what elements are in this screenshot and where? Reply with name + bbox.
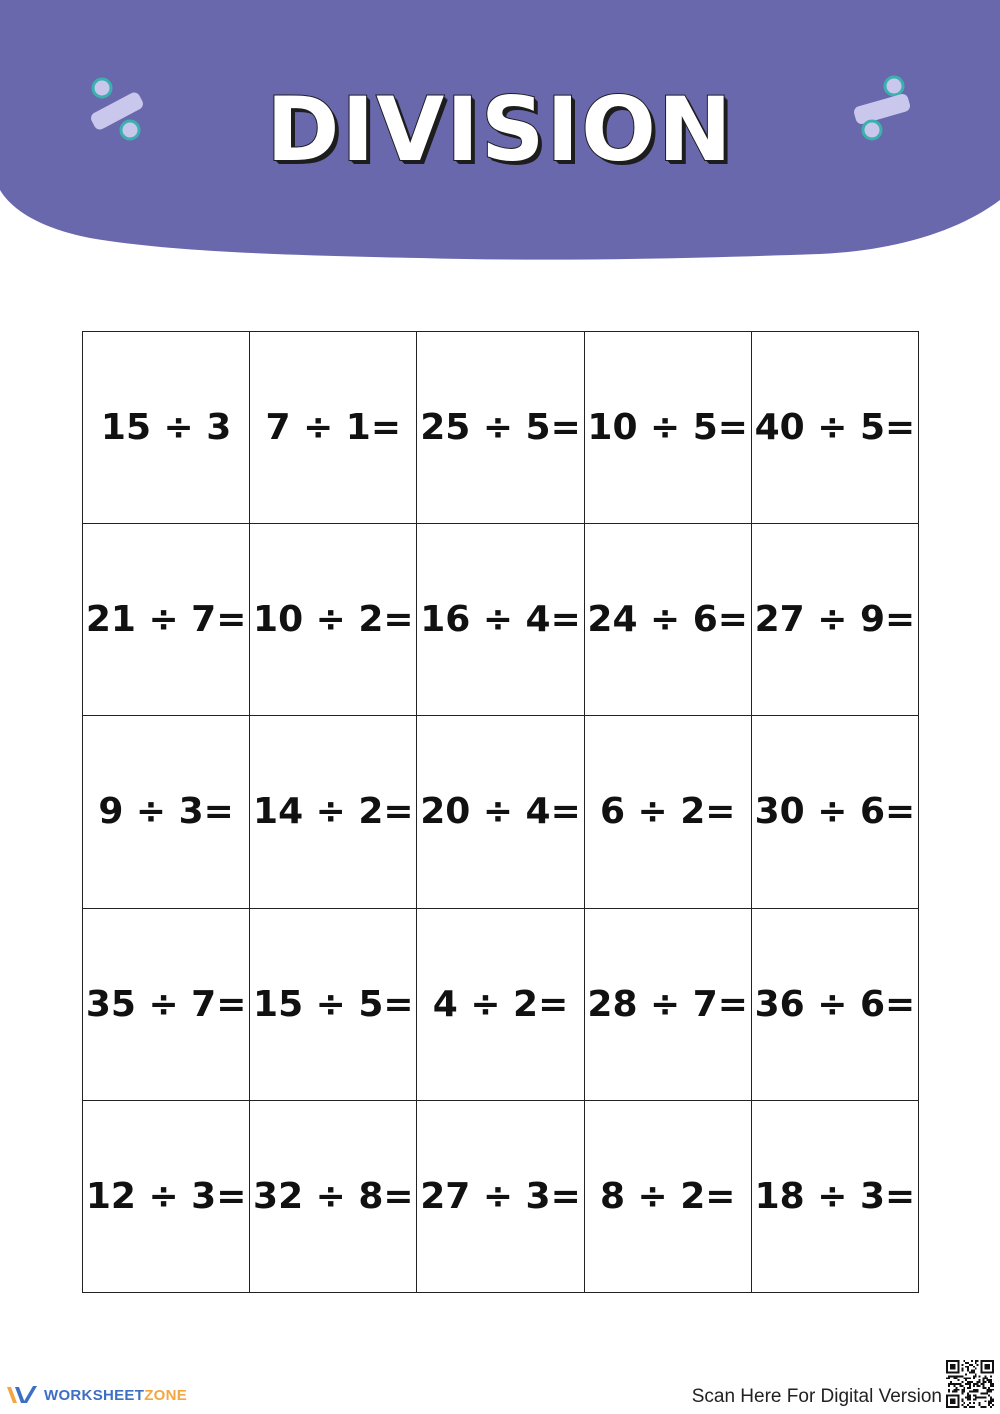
problem-cell: 15 ÷ 5= (250, 909, 417, 1101)
problem-cell: 27 ÷ 3= (417, 1101, 584, 1293)
problem-cell: 36 ÷ 6= (752, 909, 919, 1101)
brand-main: WORKSHEET (44, 1386, 145, 1404)
brand-logo (6, 1384, 187, 1406)
problem-cell: 20 ÷ 4= (417, 716, 584, 908)
problem-cell: 16 ÷ 4= (417, 524, 584, 716)
problem-cell: 8 ÷ 2= (585, 1101, 752, 1293)
qr-code-icon[interactable] (946, 1360, 994, 1408)
problem-cell: 18 ÷ 3= (752, 1101, 919, 1293)
problem-cell: 32 ÷ 8= (250, 1101, 417, 1293)
scan-instruction: Scan Here For Digital Version (691, 1386, 942, 1407)
problem-cell: 4 ÷ 2= (417, 909, 584, 1101)
problem-cell: 9 ÷ 3= (83, 716, 250, 908)
problem-cell: 21 ÷ 7= (83, 524, 250, 716)
problem-cell: 35 ÷ 7= (83, 909, 250, 1101)
problem-cell: 24 ÷ 6= (585, 524, 752, 716)
problem-cell: 14 ÷ 2= (250, 716, 417, 908)
problem-cell: 28 ÷ 7= (585, 909, 752, 1101)
problem-cell: 25 ÷ 5= (417, 332, 584, 524)
brand-accent: ZONE (144, 1386, 188, 1404)
problem-cell: 27 ÷ 9= (752, 524, 919, 716)
problem-cell: 10 ÷ 5= (585, 332, 752, 524)
problem-cell: 7 ÷ 1= (250, 332, 417, 524)
problem-cell: 12 ÷ 3= (83, 1101, 250, 1293)
problem-cell: 15 ÷ 3 (83, 332, 250, 524)
worksheetzone-logo-icon (6, 1384, 40, 1406)
problem-cell: 40 ÷ 5= (752, 332, 919, 524)
problem-cell: 30 ÷ 6= (752, 716, 919, 908)
problem-cell: 6 ÷ 2= (585, 716, 752, 908)
page-title: DIVISION (266, 78, 734, 181)
brand-name (44, 1387, 187, 1404)
problem-cell: 10 ÷ 2= (250, 524, 417, 716)
problem-grid (82, 331, 919, 1293)
